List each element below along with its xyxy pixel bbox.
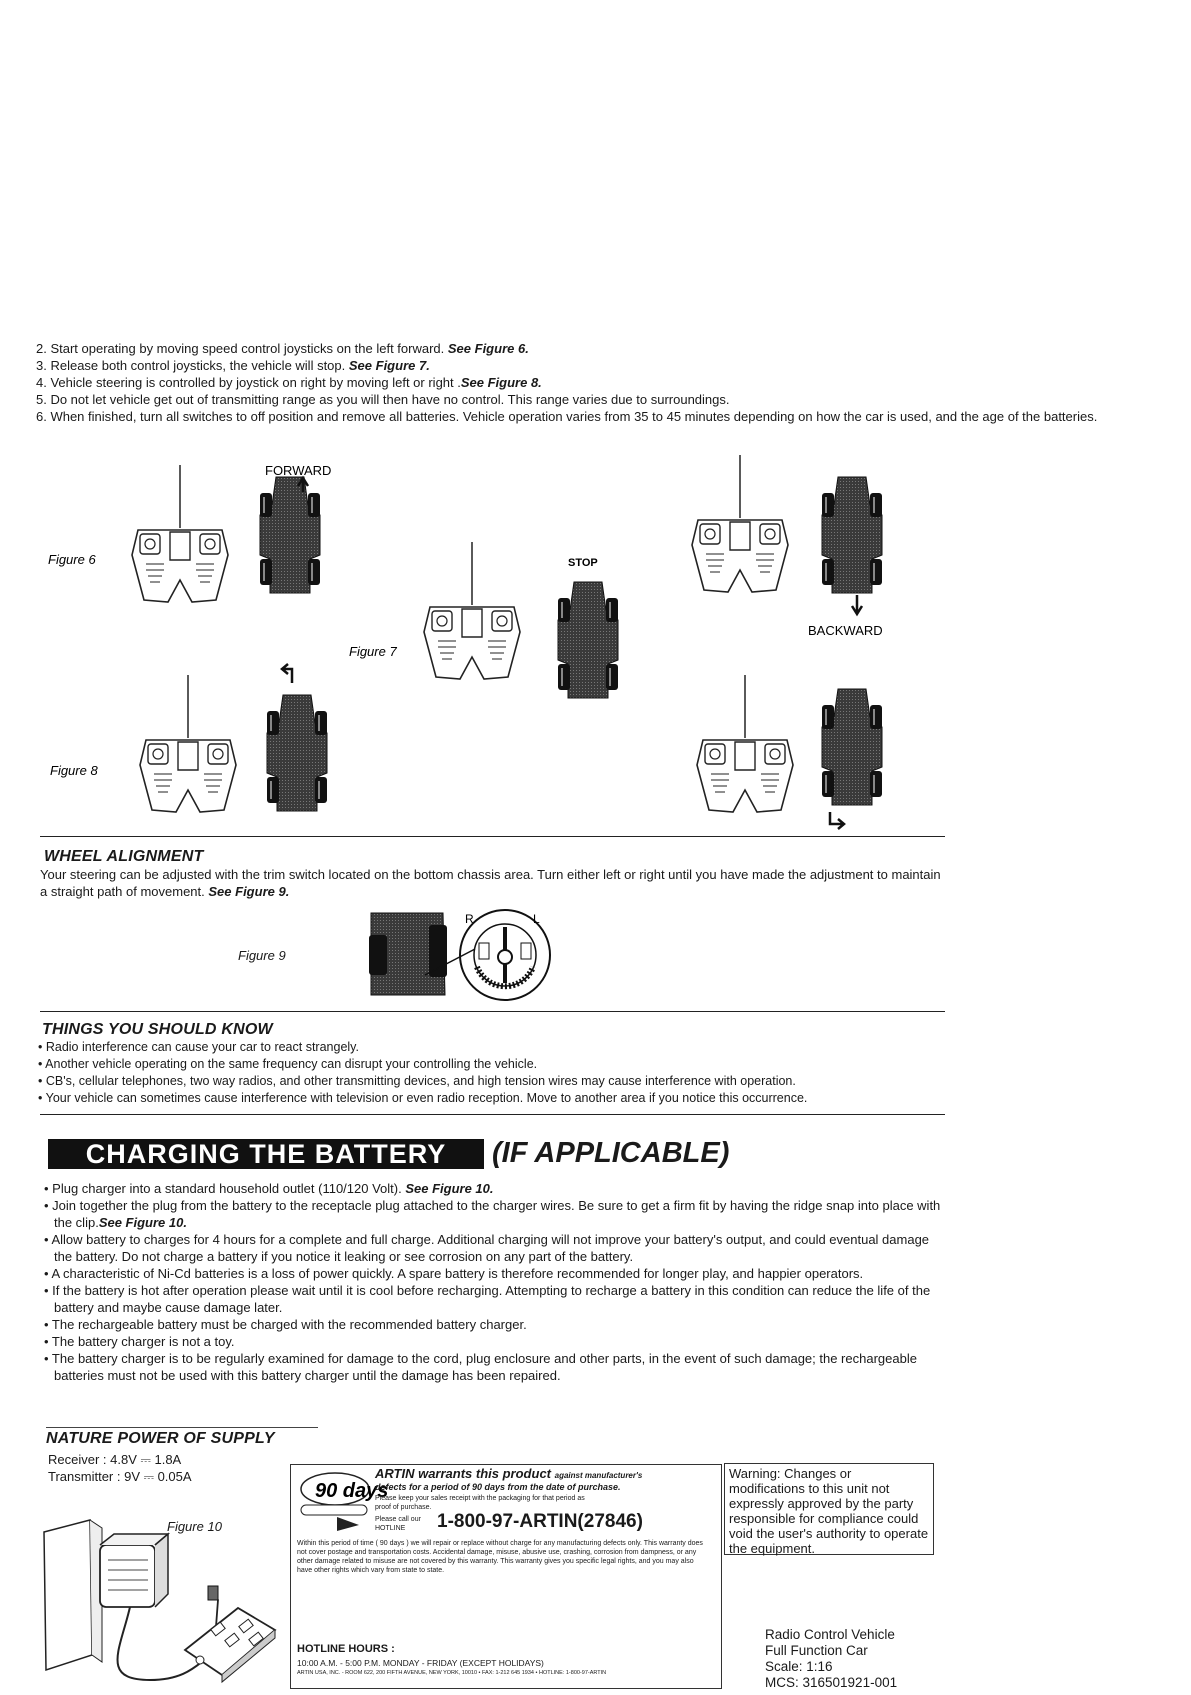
figure-6-label: Figure 6 <box>48 552 96 567</box>
control-figures <box>0 455 1191 845</box>
figure-8-label: Figure 8 <box>50 763 98 778</box>
step-item: 4. Vehicle steering is controlled by joystick on right by moving left or right .See Figure 8. <box>36 375 542 390</box>
operation-steps <box>36 340 1166 425</box>
controller-stop <box>424 542 520 679</box>
warranty-headline: ARTIN warrants this product against manufacturer's <box>375 1466 643 1481</box>
car-right <box>822 689 882 805</box>
badge-text: 90 days <box>315 1480 389 1502</box>
list-item: • A characteristic of Ni-Cd batteries is a loss of power quickly. A spare battery is therefore recommended for longer play, and happier operators. <box>44 1266 864 1281</box>
car-backward <box>822 477 882 593</box>
hotline-hours: 10:00 A.M. - 5:00 P.M. MONDAY - FRIDAY (EXCEPT HOLIDAYS) <box>297 1658 544 1668</box>
car-left <box>267 695 327 811</box>
fcc-warning-box: Warning: Changes or modifications to this unit not expressly approved by the party responsible for compliance could void the user's authority to operate the equipment. <box>724 1463 934 1555</box>
transmitter-spec: Transmitter : 9V ⎓ 0.05A <box>48 1469 192 1484</box>
warranty-period: defects for a period of 90 days from the date of purchase. <box>375 1482 621 1492</box>
things-to-know-heading: THINGS YOU SHOULD KNOW <box>42 1021 273 1038</box>
forward-label: FORWARD <box>265 463 332 478</box>
warranty-box <box>290 1464 722 1689</box>
step-item: 2. Start operating by moving speed control joysticks on the left forward. See Figure 6. <box>36 341 529 356</box>
product-mcs: MCS: 316501921-001 <box>765 1675 898 1690</box>
hotline-number: 1-800-97-ARTIN(27846) <box>437 1511 643 1532</box>
divider <box>40 1114 945 1115</box>
wheel-alignment-heading: WHEEL ALIGNMENT <box>44 848 204 865</box>
divider <box>40 1011 945 1012</box>
list-item: • Another vehicle operating on the same frequency can disrupt your controlling the vehicle. <box>38 1057 538 1071</box>
charging-list <box>44 1180 944 1384</box>
car-stop <box>558 582 618 698</box>
figure-7-label: Figure 7 <box>349 644 397 659</box>
left-turn-arrow-icon <box>282 664 292 683</box>
things-to-know-list <box>38 1039 958 1107</box>
step-item: 3. Release both control joysticks, the vehicle will stop. See Figure 7. <box>36 358 430 373</box>
list-item: • Join together the plug from the battery to the receptacle plug attached to the charger wires. Be sure to get a firm fit by having the ridge snap into place with the clip.See Figure 10. <box>44 1198 941 1230</box>
controller-right <box>697 675 793 812</box>
charging-title: CHARGING THE BATTERY <box>48 1139 484 1169</box>
figure-9-label: Figure 9 <box>238 948 286 963</box>
list-item: • Allow battery to charges for 4 hours for a complete and full charge. Additional charging will not improve your battery's output, and could eventual damage the battery. Do not charge a battery if you notice it leaking or see corrosion on any part of the battery. <box>44 1232 930 1264</box>
controller-left <box>140 675 236 812</box>
list-item: • Your vehicle can sometimes cause interference with television or even radio reception. Move to another area if you notice this occurrence. <box>38 1091 808 1105</box>
trim-r-label: R <box>465 912 474 926</box>
please-call-label: Please call our HOTLINE <box>375 1516 421 1532</box>
divider <box>46 1427 318 1428</box>
charging-qualifier: (IF APPLICABLE) <box>492 1137 730 1169</box>
list-item: • CB's, cellular telephones, two way radios, and other transmitting devices, and high tension wires may cause interference with operation. <box>38 1074 796 1088</box>
trim-switch-figure <box>365 905 575 1003</box>
trim-l-label: L <box>533 912 540 926</box>
product-type: Full Function Car <box>765 1643 868 1658</box>
warranty-receipt-note: Please keep your sales receipt with the packaging for that period as proof of purchase. <box>375 1495 585 1511</box>
divider <box>40 836 945 837</box>
hotline-hours-label: HOTLINE HOURS : <box>297 1643 395 1655</box>
charger-figure <box>40 1490 280 1690</box>
backward-label: BACKWARD <box>808 623 883 638</box>
list-item: • The battery charger is not a toy. <box>44 1334 235 1349</box>
controller-forward <box>132 465 228 602</box>
list-item: • The battery charger is to be regularly examined for damage to the cord, plug enclosure and other parts, in the event of such damage; the rechargeable batteries must not be used with this battery charger until the damage has been repaired. <box>44 1351 917 1383</box>
controller-backward <box>692 455 788 592</box>
product-name: Radio Control Vehicle <box>765 1627 895 1642</box>
list-item: • Plug charger into a standard household outlet (110/120 Volt). See Figure 10. <box>44 1181 494 1196</box>
receiver-spec: Receiver : 4.8V ⎓ 1.8A <box>48 1452 182 1467</box>
step-item: 5. Do not let vehicle get out of transmitting range as you will then have no control. This range varies due to surroundings. <box>36 392 730 407</box>
90-day-warranty-badge-icon <box>297 1469 389 1535</box>
wheel-alignment-body: Your steering can be adjusted with the trim switch located on the bottom chassis area. Turn either left or right until you have made the adjustment to maintain a straight path of movement. See Figure 9. <box>40 867 941 899</box>
product-info <box>765 1627 897 1691</box>
list-item: • If the battery is hot after operation please wait until it is cool before recharging. Attempting to recharge a battery in this condition can reduce the life of the battery and maybe cause damage later. <box>44 1283 931 1315</box>
power-supply-heading: NATURE POWER OF SUPPLY <box>46 1430 275 1447</box>
backward-arrow-icon <box>852 595 862 614</box>
step-item: 6. When finished, turn all switches to off position and remove all batteries. Vehicle operation varies from 35 to 45 minutes depending on how the car is used, and the age of the batteries. <box>36 409 1098 424</box>
warranty-address: ARTIN USA, INC. - ROOM 622, 200 FIFTH AVENUE, NEW YORK, 10010 • FAX: 1-212 645 1934 • HOTLINE: 1-800-97-ARTIN <box>297 1670 607 1676</box>
figure-10-label: Figure 10 <box>167 1519 222 1534</box>
list-item: • The rechargeable battery must be charged with the recommended battery charger. <box>44 1317 527 1332</box>
warranty-body: Within this period of time ( 90 days ) we will repair or replace without charge for any manufacturing defects only. This warranty does not cover postage and transportation costs. Accidental damage, misuse, abusive use, crashing, corrosion from dampness, or any other damage related to misuse are not covered by this warranty. This warranty gives you specific legal rights, and you may also have other rights which vary from state to state. <box>297 1540 703 1574</box>
car-forward <box>260 477 320 593</box>
right-turn-arrow-icon <box>830 812 844 829</box>
product-scale: Scale: 1:16 <box>765 1659 833 1674</box>
list-item: • Radio interference can cause your car to react strangely. <box>38 1040 359 1054</box>
stop-label: STOP <box>568 557 598 569</box>
